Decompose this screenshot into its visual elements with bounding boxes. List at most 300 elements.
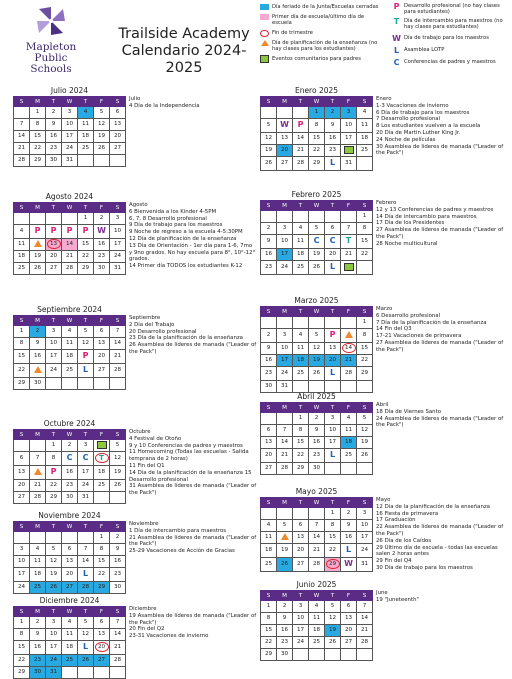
day-cell: 31 xyxy=(341,157,357,171)
day-cell: 6 xyxy=(261,425,277,437)
day-cell: 17 xyxy=(46,350,62,364)
week-row xyxy=(14,155,126,167)
day-cell: 11 xyxy=(293,343,309,355)
event-line: 11 Fin del Q1 xyxy=(129,462,165,469)
day-cell: 28 xyxy=(62,263,78,275)
legend-item-holiday: Día feriado de la Junta/Escuelas cerradas xyxy=(260,4,385,10)
week-row xyxy=(14,568,126,582)
day-cell: 4 xyxy=(14,225,30,239)
month-events-feb xyxy=(376,200,504,248)
day-cell: 9 xyxy=(46,119,62,131)
event-line: 21 Asamblea de líderes de manada ("Leader of the Pack") xyxy=(129,534,257,548)
event-line: 25-29 Vacaciones de Acción de Gracias xyxy=(129,548,235,555)
day-cell: 24 xyxy=(46,364,62,378)
day-cell: 17 xyxy=(277,355,293,367)
month-events-sep xyxy=(129,315,257,356)
weekday-header: T xyxy=(78,316,94,326)
day-cell: 3 xyxy=(46,326,62,338)
day-cell: 26 xyxy=(261,157,277,171)
day-cell: 1 xyxy=(357,211,373,223)
l-letter-icon: L xyxy=(82,642,89,651)
event-line: Septiembre xyxy=(129,315,161,321)
day-cell xyxy=(261,317,277,329)
day-cell: 18 xyxy=(30,568,46,582)
day-cell: 23 xyxy=(277,637,293,649)
p-letter-icon: P xyxy=(34,226,41,235)
month-grid xyxy=(13,202,126,275)
day-cell: 3 xyxy=(62,107,78,119)
event-line: 28 Noche multicultural xyxy=(376,240,438,247)
event-line: 29 Fin del Q4 xyxy=(376,558,412,565)
day-cell: 2 xyxy=(277,601,293,613)
day-cell: 12 xyxy=(78,629,94,641)
month-events-may xyxy=(376,497,504,572)
day-cell: 12 xyxy=(46,556,62,568)
day-cell: 23 xyxy=(46,143,62,155)
weekday-header: S xyxy=(261,498,277,508)
week-row xyxy=(261,601,373,613)
week-row xyxy=(14,556,126,568)
month-grid xyxy=(260,590,373,661)
day-cell xyxy=(30,364,46,378)
day-cell: 25 xyxy=(309,637,325,649)
day-cell: 23 xyxy=(110,568,126,582)
day-cell: 2 xyxy=(46,107,62,119)
day-cell: 10 xyxy=(277,235,293,249)
weekday-header: F xyxy=(94,430,110,440)
day-cell xyxy=(14,532,30,544)
day-cell: 7 xyxy=(277,425,293,437)
day-cell: 18 xyxy=(293,355,309,367)
event-line: 14 Fin del Q3 xyxy=(376,326,412,333)
month-events-dec xyxy=(129,606,257,640)
day-cell: 18 xyxy=(94,466,110,480)
weekday-header: S xyxy=(261,97,277,107)
week-row xyxy=(14,350,126,364)
day-cell: 9 xyxy=(341,520,357,532)
day-cell xyxy=(277,211,293,223)
day-cell: 3 xyxy=(325,413,341,425)
day-cell: 7 xyxy=(341,223,357,235)
day-cell: 21 xyxy=(341,249,357,261)
l-letter-icon: L xyxy=(329,262,336,271)
day-cell: 18 xyxy=(341,437,357,449)
day-cell: 30 xyxy=(30,667,46,679)
day-cell xyxy=(341,463,357,475)
day-cell xyxy=(277,317,293,329)
day-cell: 13 xyxy=(14,466,30,480)
day-cell xyxy=(261,211,277,223)
day-cell xyxy=(78,532,94,544)
day-cell: 30 xyxy=(110,582,126,594)
day-cell: 14 xyxy=(14,131,30,143)
day-cell: 11 xyxy=(309,613,325,625)
day-cell: 5 xyxy=(78,326,94,338)
event-line: 1 Día de intercambio para maestros xyxy=(129,527,227,534)
day-cell: 31 xyxy=(78,492,94,504)
day-cell: 16 xyxy=(30,350,46,364)
month-title: Febrero 2025 xyxy=(291,190,342,199)
day-cell: 26 xyxy=(309,261,325,275)
week-row xyxy=(261,157,373,171)
day-cell: 16 xyxy=(110,556,126,568)
legend-right xyxy=(392,3,507,65)
weekday-header: W xyxy=(62,607,78,617)
week-row xyxy=(261,544,373,558)
day-cell: 13 xyxy=(325,343,341,355)
day-cell: 7 xyxy=(78,544,94,556)
day-cell xyxy=(325,449,341,463)
day-cell: 20 xyxy=(14,480,30,492)
day-cell: 10 xyxy=(341,119,357,133)
day-cell: 18 xyxy=(14,251,30,263)
week-row xyxy=(14,466,126,480)
quarter-end-ring: 13 xyxy=(47,239,61,249)
day-cell: 20 xyxy=(62,568,78,582)
day-cell: 26 xyxy=(46,582,62,594)
day-cell: 18 xyxy=(62,350,78,364)
day-cell: 3 xyxy=(341,107,357,119)
event-line: 23 Día de la planificación de la enseñanza xyxy=(129,335,243,342)
event-line: 23-31 Vacaciones de invierno xyxy=(129,633,209,640)
day-cell: 14 xyxy=(357,613,373,625)
blue-box-icon xyxy=(260,4,269,10)
day-cell xyxy=(78,350,94,364)
day-cell: 16 xyxy=(325,133,341,145)
week-row xyxy=(14,582,126,594)
day-cell: 9 xyxy=(277,613,293,625)
day-cell xyxy=(94,225,110,239)
day-cell: 5 xyxy=(277,520,293,532)
l-letter-icon: L xyxy=(393,45,400,55)
event-line: 17 Graduación xyxy=(376,517,416,524)
day-cell: 8 xyxy=(30,119,46,131)
day-cell: 6 xyxy=(14,452,30,466)
week-row xyxy=(14,119,126,131)
day-cell xyxy=(30,239,46,251)
day-cell xyxy=(293,317,309,329)
day-cell xyxy=(62,225,78,239)
day-cell: 17 xyxy=(14,568,30,582)
day-cell: 17 xyxy=(341,133,357,145)
day-cell: 26 xyxy=(94,143,110,155)
event-line: 24 Asamblea de líderes de manada ("Leader of the Pack") xyxy=(376,415,504,429)
event-line: 12 Día de planificación de la enseñanza xyxy=(129,235,237,242)
day-cell xyxy=(14,107,30,119)
event-line: 13 Día de Orientación - 1er día para 1-6, 7mo y 9no grados. No hay escuela para 8°, 10°-12° grados. xyxy=(129,242,256,263)
l-letter-icon: L xyxy=(329,450,336,459)
day-cell: 26 xyxy=(357,449,373,463)
event-line: 2 Día del Trabajo xyxy=(129,321,175,328)
day-cell xyxy=(325,317,341,329)
day-cell: 22 xyxy=(261,637,277,649)
day-cell: 26 xyxy=(309,367,325,381)
day-cell: 31 xyxy=(277,381,293,393)
day-cell xyxy=(325,367,341,381)
day-cell: 13 xyxy=(110,119,126,131)
weekday-header: S xyxy=(357,403,373,413)
day-cell xyxy=(341,649,357,661)
weekday-header: T xyxy=(78,97,94,107)
p-letter-icon: P xyxy=(329,330,336,339)
day-cell: 8 xyxy=(46,452,62,466)
day-cell: 12 xyxy=(94,119,110,131)
week-row xyxy=(261,381,373,393)
weekday-header: M xyxy=(277,307,293,317)
day-cell xyxy=(78,452,94,466)
day-cell: 18 xyxy=(261,544,277,558)
day-cell: 28 xyxy=(293,157,309,171)
weekday-header: T xyxy=(78,607,94,617)
green-box-icon xyxy=(260,55,269,63)
day-cell: 20 xyxy=(261,449,277,463)
day-cell: 25 xyxy=(357,145,373,157)
week-row xyxy=(14,629,126,641)
day-cell: 19 xyxy=(309,249,325,261)
day-cell: 15 xyxy=(78,239,94,251)
day-cell: 14 xyxy=(78,556,94,568)
day-cell: 1 xyxy=(14,326,30,338)
day-cell: 19 xyxy=(30,251,46,263)
day-cell xyxy=(325,558,341,572)
day-cell xyxy=(78,378,94,390)
day-cell: 20 xyxy=(277,145,293,157)
day-cell xyxy=(293,508,309,520)
weekday-header: T xyxy=(325,591,341,601)
legend-item-workday: W Día de trabajo para los maestros xyxy=(392,33,489,43)
day-cell: 8 xyxy=(14,338,30,350)
p-letter-icon: P xyxy=(82,351,89,360)
weekday-header: T xyxy=(293,498,309,508)
day-cell: 29 xyxy=(357,367,373,381)
day-cell: 24 xyxy=(357,544,373,558)
event-line: 22 Asamblea de líderes de manada ("Leader of the Pack") xyxy=(376,524,504,537)
event-line: 27 Asamblea de líderes de manada ("Leader of the Pack") xyxy=(376,227,504,240)
day-cell: 11 xyxy=(261,532,277,544)
weekday-header: M xyxy=(30,522,46,532)
day-cell xyxy=(277,508,293,520)
day-cell: 17 xyxy=(78,466,94,480)
day-cell: 5 xyxy=(309,329,325,343)
school-name: Trailside Academy xyxy=(118,26,250,42)
day-cell xyxy=(62,532,78,544)
weekday-header: S xyxy=(14,607,30,617)
day-cell: 3 xyxy=(110,213,126,225)
day-cell xyxy=(46,239,62,251)
day-cell: 12 xyxy=(261,133,277,145)
day-cell: 11 xyxy=(62,629,78,641)
day-cell xyxy=(341,145,357,157)
day-cell: 25 xyxy=(261,558,277,572)
day-cell: 11 xyxy=(357,119,373,133)
month-feb xyxy=(260,190,373,275)
day-cell: 16 xyxy=(62,466,78,480)
day-cell: 13 xyxy=(62,556,78,568)
w-letter-icon: W xyxy=(344,559,353,568)
green-box-icon xyxy=(97,441,107,449)
event-line: 19 Asamblea de líderes de manada ("Leader of the Pack") xyxy=(129,612,257,626)
day-cell: 12 xyxy=(357,425,373,437)
logo-line-2: Public Schools xyxy=(30,52,72,75)
day-cell: 31 xyxy=(46,667,62,679)
weekday-header: T xyxy=(293,201,309,211)
p-letter-icon: P xyxy=(50,467,57,476)
day-cell: 8 xyxy=(309,119,325,133)
weekday-header: T xyxy=(46,522,62,532)
district-logo xyxy=(16,4,86,74)
event-line: 31 Asamblea de líderes de manada ("Leader of the Pack") xyxy=(129,483,257,497)
day-cell: 27 xyxy=(62,582,78,594)
month-events-oct xyxy=(129,429,257,497)
day-cell: 11 xyxy=(14,239,30,251)
month-grid xyxy=(13,315,126,390)
week-row xyxy=(14,378,126,390)
day-cell: 16 xyxy=(94,239,110,251)
day-cell: 16 xyxy=(46,131,62,143)
day-cell: 19 xyxy=(277,544,293,558)
week-row xyxy=(261,223,373,235)
day-cell: 23 xyxy=(94,251,110,263)
day-cell: 3 xyxy=(78,440,94,452)
day-cell: 28 xyxy=(357,637,373,649)
week-row xyxy=(14,225,126,239)
day-cell: 8 xyxy=(14,629,30,641)
day-cell: 13 xyxy=(261,437,277,449)
day-cell: 19 xyxy=(261,145,277,157)
day-cell xyxy=(293,381,309,393)
calendar-title xyxy=(104,26,264,77)
day-cell xyxy=(46,532,62,544)
day-cell xyxy=(325,235,341,249)
day-cell: 12 xyxy=(78,338,94,350)
week-row xyxy=(261,317,373,329)
w-letter-icon: W xyxy=(280,120,289,129)
month-title: Octubre 2024 xyxy=(43,419,96,428)
day-cell: 2 xyxy=(325,107,341,119)
week-row xyxy=(14,532,126,544)
day-cell xyxy=(277,119,293,133)
weekday-header: T xyxy=(325,201,341,211)
day-cell: 5 xyxy=(325,601,341,613)
p-letter-icon: P xyxy=(297,120,304,129)
day-cell: 22 xyxy=(30,143,46,155)
day-cell xyxy=(30,440,46,452)
day-cell: 2 xyxy=(30,326,46,338)
day-cell: 25 xyxy=(293,367,309,381)
day-cell: 10 xyxy=(277,343,293,355)
event-line: 6 Día de trabajo para los maestros xyxy=(376,109,470,116)
day-cell: 15 xyxy=(30,131,46,143)
c-letter-icon: C xyxy=(82,453,89,462)
day-cell: 1 xyxy=(261,601,277,613)
day-cell: 15 xyxy=(14,350,30,364)
week-row xyxy=(261,449,373,463)
day-cell: 6 xyxy=(341,601,357,613)
weekday-header: S xyxy=(110,316,126,326)
day-cell: 30 xyxy=(261,381,277,393)
day-cell: 20 xyxy=(325,249,341,261)
event-line: 9 y 10 Conferencias de padres y maestros xyxy=(129,442,243,449)
weekday-header: M xyxy=(30,430,46,440)
day-cell: 10 xyxy=(110,225,126,239)
day-cell: 21 xyxy=(341,355,357,367)
month-grid xyxy=(13,96,126,167)
t-letter-icon: T xyxy=(345,236,352,245)
weekday-header: S xyxy=(14,97,30,107)
month-dec xyxy=(13,596,126,679)
event-line: 18 Día de Viernes Santo xyxy=(376,408,442,415)
event-line: 7 Desarrollo profesional xyxy=(376,116,441,123)
day-cell: 28 xyxy=(110,655,126,667)
day-cell: 8 xyxy=(357,223,373,235)
day-cell: 29 xyxy=(14,667,30,679)
day-cell: 9 xyxy=(261,343,277,355)
weekday-header: W xyxy=(62,203,78,213)
day-cell: 4 xyxy=(78,107,94,119)
day-cell xyxy=(62,378,78,390)
week-row xyxy=(14,655,126,667)
event-line: 26 Día de los Caídos xyxy=(376,537,432,544)
quarter-end-ring: 14 xyxy=(342,343,356,353)
day-cell: 14 xyxy=(110,338,126,350)
day-cell: 7 xyxy=(14,119,30,131)
week-row xyxy=(261,249,373,261)
w-letter-icon: W xyxy=(392,33,401,43)
day-cell: 2 xyxy=(94,213,110,225)
day-cell xyxy=(293,211,309,223)
weekday-header: F xyxy=(341,403,357,413)
day-cell: 22 xyxy=(309,145,325,157)
day-cell: 18 xyxy=(357,133,373,145)
week-row xyxy=(14,263,126,275)
week-row xyxy=(14,213,126,225)
day-cell xyxy=(341,261,357,275)
day-cell: 17 xyxy=(110,239,126,251)
day-cell: 10 xyxy=(46,629,62,641)
day-cell: 24 xyxy=(46,655,62,667)
day-cell: 11 xyxy=(30,556,46,568)
day-cell: 3 xyxy=(46,617,62,629)
calendar-year: Calendario 2024-2025 xyxy=(121,43,247,76)
day-cell xyxy=(325,211,341,223)
day-cell xyxy=(341,235,357,249)
day-cell: 26 xyxy=(110,480,126,492)
weekday-header: F xyxy=(94,97,110,107)
day-cell: 13 xyxy=(293,532,309,544)
day-cell: 24 xyxy=(293,637,309,649)
day-cell: 17 xyxy=(357,532,373,544)
day-cell: 3 xyxy=(357,508,373,520)
day-cell: 10 xyxy=(293,613,309,625)
day-cell: 30 xyxy=(30,378,46,390)
day-cell: 28 xyxy=(110,364,126,378)
event-line: 30 Día de trabajo para los maestros xyxy=(376,564,473,571)
weekday-header: M xyxy=(30,97,46,107)
month-nov xyxy=(13,511,126,594)
day-cell xyxy=(357,261,373,275)
week-row xyxy=(14,452,126,466)
month-grid xyxy=(13,606,126,679)
pinwheel-logo-icon xyxy=(16,4,86,38)
day-cell: 23 xyxy=(30,655,46,667)
weekday-header: M xyxy=(30,607,46,617)
day-cell: 2 xyxy=(341,508,357,520)
weekday-header: M xyxy=(277,97,293,107)
week-row xyxy=(14,364,126,378)
week-row xyxy=(261,119,373,133)
month-title: Diciembre 2024 xyxy=(39,596,100,605)
event-line: Mayo xyxy=(376,497,391,503)
